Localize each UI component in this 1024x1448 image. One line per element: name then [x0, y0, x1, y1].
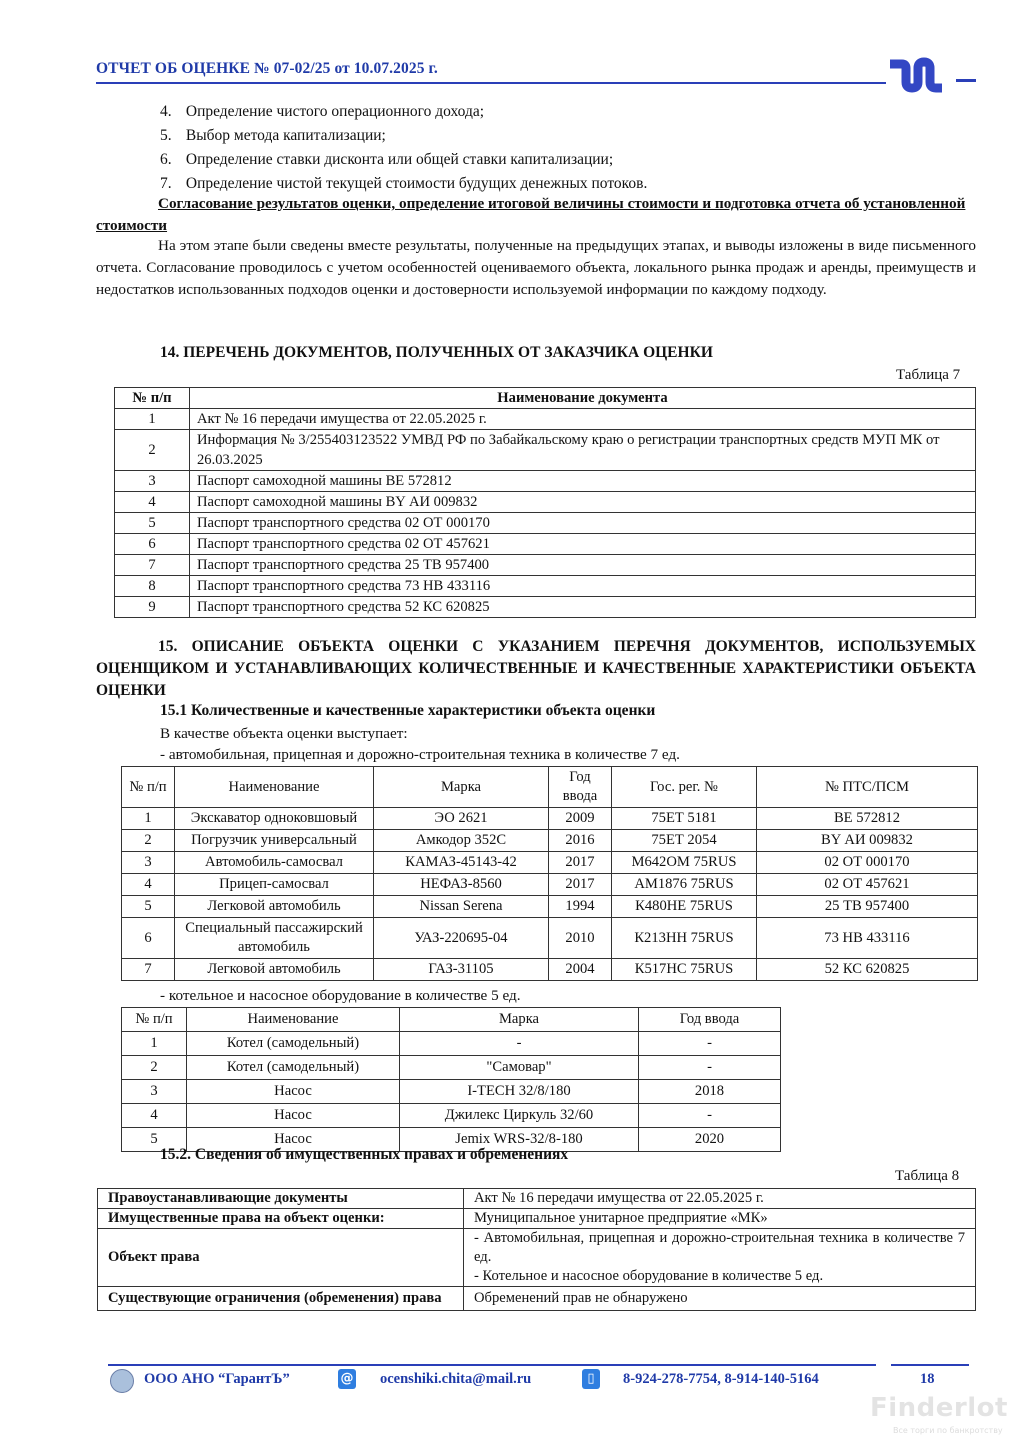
table-row: 3 Паспорт самоходной машины ВЕ 572812: [115, 471, 976, 492]
footer-email[interactable]: ocenshiki.chita@mail.ru: [380, 1371, 532, 1387]
table-8-caption: Таблица 8: [895, 1168, 960, 1184]
header-dash: [956, 79, 976, 82]
vehicles-label: - автомобильная, прицепная и дорожно-строительная техника в количестве 7 ед.: [160, 746, 680, 763]
table-row: 2 Погрузчик универсальный Амкодор 352С 2016 75ЕТ 2054 BY АИ 009832: [122, 830, 978, 852]
table-row: 1 Акт № 16 передачи имущества от 22.05.2025 г.: [115, 409, 976, 430]
table-row: 5 Легковой автомобиль Nissan Serena 1994 К480НЕ 75RUS 25 ТВ 957400: [122, 896, 978, 918]
table-row: 7 Паспорт транспортного средства 25 ТВ 957400: [115, 555, 976, 576]
table-7-caption: Таблица 7: [896, 367, 961, 383]
table-row: 3 Насос I-TECH 32/8/180 2018: [122, 1080, 781, 1104]
table-row: 5 Насос Jemix WRS-32/8-180 2020: [122, 1128, 781, 1152]
table-row: 8 Паспорт транспортного средства 73 НВ 433116: [115, 576, 976, 597]
section-15-heading: 15. ОПИСАНИЕ ОБЪЕКТА ОЦЕНКИ С УКАЗАНИЕМ ПЕРЕЧНЯ ДОКУМЕНТОВ, ИСПОЛЬЗУЕМЫХ ОЦЕНЩИКОМ И УСТАНАВЛИВАЮЩИХ КОЛИЧЕСТВЕННЫЕ И КАЧЕСТВЕННЫЕ ХАРАКТЕРИСТИКИ ОБЪЕКТА ОЦЕНКИ: [96, 638, 976, 699]
table-row: 5 Паспорт транспортного средства 02 ОТ 000170: [115, 513, 976, 534]
phone-icon: ▯: [582, 1369, 600, 1389]
table-row: Объект права - Автомобильная, прицепная и дорожно-строительная техника в количестве 7 ед. - Котельное и насосное оборудование в количестве 5 ед.: [98, 1229, 976, 1287]
table-header-row: № п/п Наименование Марка Год ввода: [122, 1008, 781, 1032]
table-header-row: № п/п Наименование документа: [115, 388, 976, 409]
reconciliation-paragraph: На этом этапе были сведены вместе результаты, полученные на предыдущих этапах, и выводы изложены в виде письменного отчета. Согласование проводилось с учетом особенностей оцениваемого объекта, локального рынка продаж и аренды, преимуществ и недостатков использованных подходов оценки и достоверности используемой информации по каждому подходу.: [96, 237, 976, 298]
table-header-row: № п/п Наименование Марка Год ввода Гос. рег. № № ПТС/ПСМ: [122, 767, 978, 808]
email-icon: @: [338, 1369, 356, 1389]
page-number: 18: [920, 1371, 935, 1387]
watermark-brand: Finderlot: [870, 1393, 1008, 1423]
list-item: 7. Определение чистой текущей стоимости будущих денежных потоков.: [160, 175, 648, 192]
section-15-2-heading: 15.2. Сведения об имущественных правах и обременениях: [160, 1146, 569, 1163]
object-intro: В качестве объекта оценки выступает:: [160, 725, 408, 742]
table-row: 4 Паспорт самоходной машины BY АИ 009832: [115, 492, 976, 513]
table-row: 3 Автомобиль-самосвал КАМАЗ-45143-42 2017 М642ОМ 75RUS 02 ОТ 000170: [122, 852, 978, 874]
footer-company: ООО АНО “ГарантЪ”: [144, 1371, 290, 1387]
list-item: 5. Выбор метода капитализации;: [160, 127, 386, 144]
table-row: 1 Экскаватор одноковшовый ЭО 2621 2009 75ЕТ 5181 ВЕ 572812: [122, 808, 978, 830]
report-title: ОТЧЕТ ОБ ОЦЕНКЕ № 07-02/25 от 10.07.2025 г.: [96, 60, 438, 77]
table-row: 7 Легковой автомобиль ГАЗ-31105 2004 К517НС 75RUS 52 КС 620825: [122, 959, 978, 981]
watermark-tagline: Все торги по банкротству: [893, 1426, 1003, 1435]
steps-list: [160, 100, 960, 196]
table-row: Имущественные права на объект оценки: Муниципальное унитарное предприятие «МК»: [98, 1209, 976, 1229]
company-emblem-icon: [110, 1369, 134, 1393]
table-row: 6 Паспорт транспортного средства 02 ОТ 457621: [115, 534, 976, 555]
section-14-heading: 14. ПЕРЕЧЕНЬ ДОКУМЕНТОВ, ПОЛУЧЕННЫХ ОТ ЗАКАЗЧИКА ОЦЕНКИ: [160, 344, 713, 361]
header-divider: [96, 82, 886, 84]
table-row: 1 Котел (самодельный) - -: [122, 1032, 781, 1056]
footer-phones: 8-924-278-7754, 8-914-140-5164: [623, 1371, 819, 1387]
list-item: 4. Определение чистого операционного дохода;: [160, 103, 485, 120]
equipment-table: [121, 1007, 781, 1152]
company-logo-icon: [884, 52, 944, 98]
table-row: 4 Прицеп-самосвал НЕФАЗ-8560 2017 АМ1876 75RUS 02 ОТ 457621: [122, 874, 978, 896]
rights-table: [97, 1188, 976, 1311]
table-row: 4 Насос Джилекс Циркуль 32/60 -: [122, 1104, 781, 1128]
section-15-1-heading: 15.1 Количественные и качественные характеристики объекта оценки: [160, 702, 656, 719]
table-row: Существующие ограничения (обременения) права Обременений прав не обнаружено: [98, 1287, 976, 1311]
footer-divider-page: [891, 1364, 969, 1366]
documents-table: [114, 387, 976, 618]
table-row: 2 Котел (самодельный) "Самовар" -: [122, 1056, 781, 1080]
table-row: 2 Информация № 3/255403123522 УМВД РФ по Забайкальскому краю о регистрации транспортных средств МУП МК от 26.03.2025: [115, 430, 976, 471]
table-row: 9 Паспорт транспортного средства 52 КС 620825: [115, 597, 976, 618]
equipment-label: - котельное и насосное оборудование в количестве 5 ед.: [160, 987, 521, 1004]
footer-divider: [108, 1364, 876, 1366]
reconciliation-heading: Согласование результатов оценки, определение итоговой величины стоимости и подготовка отчета об установленной стоимости: [96, 195, 966, 234]
table-row: Правоустанавливающие документы Акт № 16 передачи имущества от 22.05.2025 г.: [98, 1189, 976, 1209]
vehicles-table: [121, 766, 978, 981]
table-row: 6 Специальный пассажирский автомобиль УАЗ-220695-04 2010 К213НН 75RUS 73 НВ 433116: [122, 918, 978, 959]
list-item: 6. Определение ставки дисконта или общей ставки капитализации;: [160, 151, 614, 168]
